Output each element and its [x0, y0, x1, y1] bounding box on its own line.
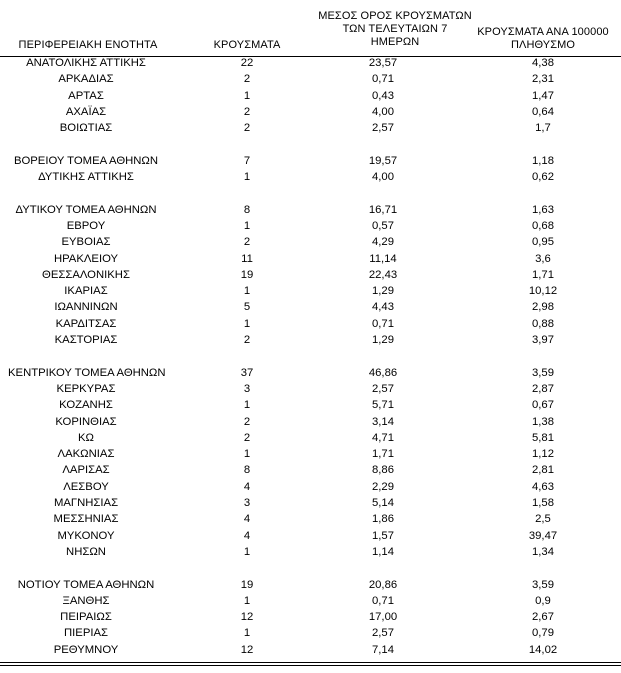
- cell-7day-average: 4,00: [372, 105, 394, 118]
- cell-cases: 4: [243, 513, 251, 526]
- cell-cases-per-100k: 2,31: [532, 73, 554, 86]
- table-row: [0, 446, 621, 462]
- header-7day-average: [315, 10, 475, 49]
- header-cases-per-100k-line1: ΚΡΟΥΣΜΑΤΑ ΑΝΑ 100000: [477, 26, 609, 38]
- cell-cases-per-100k: 2,5: [535, 513, 551, 526]
- table-row: [0, 511, 621, 527]
- cell-cases-per-100k: 2,87: [532, 382, 554, 395]
- table-row: [0, 479, 621, 495]
- cell-7day-average: 22,43: [368, 268, 398, 281]
- cell-region: ΚΑΣΤΟΡΙΑΣ: [54, 334, 118, 347]
- cell-cases-per-100k: 4,63: [532, 480, 554, 493]
- cell-cases-per-100k: 0,9: [535, 594, 551, 607]
- cell-cases-per-100k: 1,47: [532, 89, 554, 102]
- cell-7day-average: 1,57: [372, 529, 394, 542]
- cell-cases-per-100k: 10,12: [528, 285, 558, 298]
- cell-cases: 1: [243, 448, 251, 461]
- cell-7day-average: 2,57: [372, 122, 394, 135]
- cell-cases: 22: [240, 57, 254, 69]
- cell-7day-average: 2,57: [372, 382, 394, 395]
- cell-region: ΛΑΚΩΝΙΑΣ: [57, 448, 115, 461]
- table-row: [0, 202, 621, 218]
- cell-cases: 19: [240, 268, 254, 281]
- cell-cases: 5: [243, 301, 251, 314]
- cell-cases: 8: [243, 203, 251, 216]
- cell-cases: 2: [243, 334, 251, 347]
- cell-7day-average: 0,71: [372, 317, 394, 330]
- header-7day-average-line3: ΗΜΕΡΩΝ: [370, 36, 420, 48]
- table-row: [0, 71, 621, 87]
- cell-cases: 2: [243, 105, 251, 118]
- bottom-rule-2: [0, 665, 621, 666]
- table-row: [0, 120, 621, 136]
- cell-cases: 2: [243, 431, 251, 444]
- cell-cases-per-100k: 5,81: [532, 431, 554, 444]
- cell-cases-per-100k: 0,62: [532, 171, 554, 184]
- cell-cases: 1: [243, 399, 251, 412]
- cell-cases: 8: [243, 464, 251, 477]
- cell-region: ΑΡΤΑΣ: [68, 89, 104, 102]
- cell-region: ΡΕΘΥΜΝΟΥ: [53, 643, 119, 656]
- cell-region: ΚΟΡΙΝΘΙΑΣ: [55, 415, 117, 428]
- cell-cases: 7: [243, 154, 251, 167]
- table-row: [0, 299, 621, 315]
- table-body: [0, 55, 621, 658]
- cell-cases: 12: [240, 611, 254, 624]
- cell-7day-average: 19,57: [368, 154, 398, 167]
- cell-7day-average: 16,71: [368, 203, 398, 216]
- cell-cases-per-100k: 0,64: [532, 105, 554, 118]
- table-row: [0, 625, 621, 641]
- cell-cases-per-100k: 3,59: [532, 578, 554, 591]
- cell-region: ΛΑΡΙΣΑΣ: [62, 464, 110, 477]
- cell-7day-average: 0,71: [372, 73, 394, 86]
- cell-cases: 1: [243, 219, 251, 232]
- table-row: [0, 593, 621, 609]
- cell-region: ΗΡΑΚΛΕΙΟΥ: [53, 252, 119, 265]
- cell-cases-per-100k: 14,02: [528, 643, 558, 656]
- header-cases: ΚΡΟΥΣΜΑΤΑ: [213, 39, 281, 51]
- cell-cases: 1: [243, 171, 251, 184]
- cell-cases-per-100k: 1,58: [532, 497, 554, 510]
- cell-7day-average: 0,71: [372, 594, 394, 607]
- cell-region: ΚΑΡΔΙΤΣΑΣ: [55, 317, 117, 330]
- cell-7day-average: 11,14: [369, 252, 397, 265]
- table-row: [0, 267, 621, 283]
- cell-7day-average: 2,29: [372, 480, 394, 493]
- cell-cases: 4: [243, 480, 251, 493]
- table-row: [0, 577, 621, 593]
- cell-region: ΔΥΤΙΚΟΥ ΤΟΜΕΑ ΑΘΗΝΩΝ: [15, 203, 157, 216]
- cell-cases-per-100k: 3,97: [532, 334, 554, 347]
- table-row: [0, 397, 621, 413]
- cell-cases-per-100k: 2,67: [532, 611, 554, 624]
- cell-region: ΑΝΑΤΟΛΙΚΗΣ ΑΤΤΙΚΗΣ: [26, 57, 146, 69]
- cell-7day-average: 0,43: [372, 89, 394, 102]
- cell-cases-per-100k: 2,81: [532, 464, 554, 477]
- cell-region: ΕΥΒΟΙΑΣ: [61, 236, 111, 249]
- cell-cases: 1: [243, 89, 251, 102]
- header-cases-per-100k-line2: ΠΛΗΘΥΣΜΟ: [510, 39, 576, 51]
- cell-region: ΙΩΑΝΝΙΝΩΝ: [54, 301, 118, 314]
- cell-7day-average: 4,43: [372, 301, 394, 314]
- cell-cases-per-100k: 0,95: [532, 236, 554, 249]
- cell-region: ΠΕΙΡΑΙΩΣ: [60, 611, 112, 624]
- table-row: [0, 218, 621, 234]
- table-row: [0, 381, 621, 397]
- cell-7day-average: 4,29: [372, 236, 394, 249]
- cell-cases-per-100k: 1,34: [532, 545, 554, 558]
- cell-7day-average: 2,57: [372, 627, 394, 640]
- cell-cases-per-100k: 1,12: [532, 448, 554, 461]
- cell-7day-average: 1,29: [372, 334, 394, 347]
- header-7day-average-line1: ΜΕΣΟΣ ΟΡΟΣ ΚΡΟΥΣΜΑΤΩΝ: [318, 10, 472, 22]
- table-row: [0, 495, 621, 511]
- cell-cases-per-100k: 3,6: [535, 252, 551, 265]
- cell-cases: 1: [243, 594, 251, 607]
- cell-7day-average: 4,00: [372, 171, 394, 184]
- cell-cases-per-100k: 1,18: [532, 154, 554, 167]
- cell-7day-average: 7,14: [372, 643, 394, 656]
- cell-cases: 4: [243, 529, 251, 542]
- cell-cases: 2: [243, 236, 251, 249]
- cell-cases: 3: [243, 497, 251, 510]
- cell-cases-per-100k: 3,59: [532, 366, 554, 379]
- cell-cases: 1: [243, 545, 251, 558]
- cell-cases: 3: [243, 382, 251, 395]
- cell-region: ΚΕΝΤΡΙΚΟΥ ΤΟΜΕΑ ΑΘΗΝΩΝ: [8, 366, 166, 379]
- cell-cases: 1: [243, 627, 251, 640]
- cell-7day-average: 46,86: [368, 366, 398, 379]
- cell-cases-per-100k: 0,68: [532, 219, 554, 232]
- cell-region: ΒΟΙΩΤΙΑΣ: [59, 122, 113, 135]
- cell-cases-per-100k: 1,7: [535, 122, 551, 135]
- cell-region: ΞΑΝΘΗΣ: [62, 594, 110, 607]
- table-row: [0, 283, 621, 299]
- cell-7day-average: 3,14: [372, 415, 394, 428]
- header-7day-average-line2: ΤΩΝ ΤΕΛΕΥΤΑΙΩΝ 7: [342, 23, 448, 35]
- cell-cases-per-100k: 39,47: [528, 529, 558, 542]
- cell-7day-average: 17,00: [368, 611, 398, 624]
- cell-cases-per-100k: 1,71: [532, 268, 554, 281]
- table-row: [0, 55, 621, 71]
- table-row: [0, 88, 621, 104]
- table-row: [0, 251, 621, 267]
- cell-7day-average: 8,86: [372, 464, 394, 477]
- cell-region: ΠΙΕΡΙΑΣ: [63, 627, 109, 640]
- table-row: [0, 234, 621, 250]
- cell-region: ΚΩ: [78, 431, 94, 444]
- table-row: [0, 153, 621, 169]
- table-row: [0, 365, 621, 381]
- cell-7day-average: 5,14: [372, 497, 394, 510]
- cell-cases-per-100k: 0,79: [532, 627, 554, 640]
- bottom-rule-1: [0, 662, 621, 663]
- cell-region: ΜΑΓΝΗΣΙΑΣ: [53, 497, 119, 510]
- cell-cases: 2: [243, 122, 251, 135]
- cell-7day-average: 5,71: [372, 399, 394, 412]
- cell-region: ΝΗΣΩΝ: [66, 545, 106, 558]
- cell-7day-average: 0,57: [372, 219, 394, 232]
- table-row: [0, 430, 621, 446]
- cell-region: ΙΚΑΡΙΑΣ: [64, 285, 108, 298]
- cell-7day-average: 20,86: [368, 578, 398, 591]
- table-row: [0, 642, 621, 658]
- table-row: [0, 414, 621, 430]
- cell-cases: 37: [240, 366, 254, 379]
- table-row: [0, 332, 621, 348]
- cell-cases: 2: [243, 415, 251, 428]
- cell-7day-average: 23,57: [368, 57, 398, 69]
- cell-7day-average: 4,71: [372, 431, 394, 444]
- cell-cases-per-100k: 2,98: [532, 301, 554, 314]
- cell-cases: 19: [240, 578, 254, 591]
- cell-region: ΝΟΤΙΟΥ ΤΟΜΕΑ ΑΘΗΝΩΝ: [17, 578, 155, 591]
- cell-cases-per-100k: 0,67: [532, 399, 554, 412]
- cell-region: ΛΕΣΒΟΥ: [63, 480, 109, 493]
- header-region: ΠΕΡΙΦΕΡΕΙΑΚΗ ΕΝΟΤΗΤΑ: [18, 39, 158, 51]
- cell-cases: 12: [240, 643, 254, 656]
- cell-7day-average: 1,29: [372, 285, 394, 298]
- cell-7day-average: 1,14: [372, 545, 394, 558]
- table-row: [0, 528, 621, 544]
- cell-cases: 11: [241, 252, 253, 265]
- cell-cases-per-100k: 4,38: [532, 57, 554, 69]
- cell-cases-per-100k: 0,88: [532, 317, 554, 330]
- table-row: [0, 316, 621, 332]
- cell-region: ΒΟΡΕΙΟΥ ΤΟΜΕΑ ΑΘΗΝΩΝ: [13, 154, 159, 167]
- cell-cases-per-100k: 1,38: [532, 415, 554, 428]
- cell-region: ΔΥΤΙΚΗΣ ΑΤΤΙΚΗΣ: [38, 171, 134, 184]
- cell-region: ΜΥΚΟΝΟΥ: [57, 529, 115, 542]
- table-row: [0, 609, 621, 625]
- cell-cases: 1: [243, 285, 251, 298]
- cell-region: ΕΒΡΟΥ: [66, 219, 106, 232]
- cell-region: ΜΕΣΣΗΝΙΑΣ: [53, 513, 119, 526]
- header-cases-per-100k: [465, 26, 621, 52]
- cell-cases-per-100k: 1,63: [532, 203, 554, 216]
- cell-region: ΚΕΡΚΥΡΑΣ: [56, 382, 116, 395]
- cell-region: ΑΧΑΪΑΣ: [65, 105, 107, 118]
- cell-cases: 1: [243, 317, 251, 330]
- cell-7day-average: 1,71: [372, 448, 394, 461]
- table-row: [0, 462, 621, 478]
- table-row: [0, 544, 621, 560]
- table-row: [0, 104, 621, 120]
- cell-region: ΑΡΚΑΔΙΑΣ: [58, 73, 114, 86]
- cell-cases: 2: [243, 73, 251, 86]
- table-row: [0, 169, 621, 185]
- cell-region: ΘΕΣΣΑΛΟΝΙΚΗΣ: [42, 268, 130, 281]
- cell-7day-average: 1,86: [372, 513, 394, 526]
- cell-region: ΚΟΖΑΝΗΣ: [59, 399, 113, 412]
